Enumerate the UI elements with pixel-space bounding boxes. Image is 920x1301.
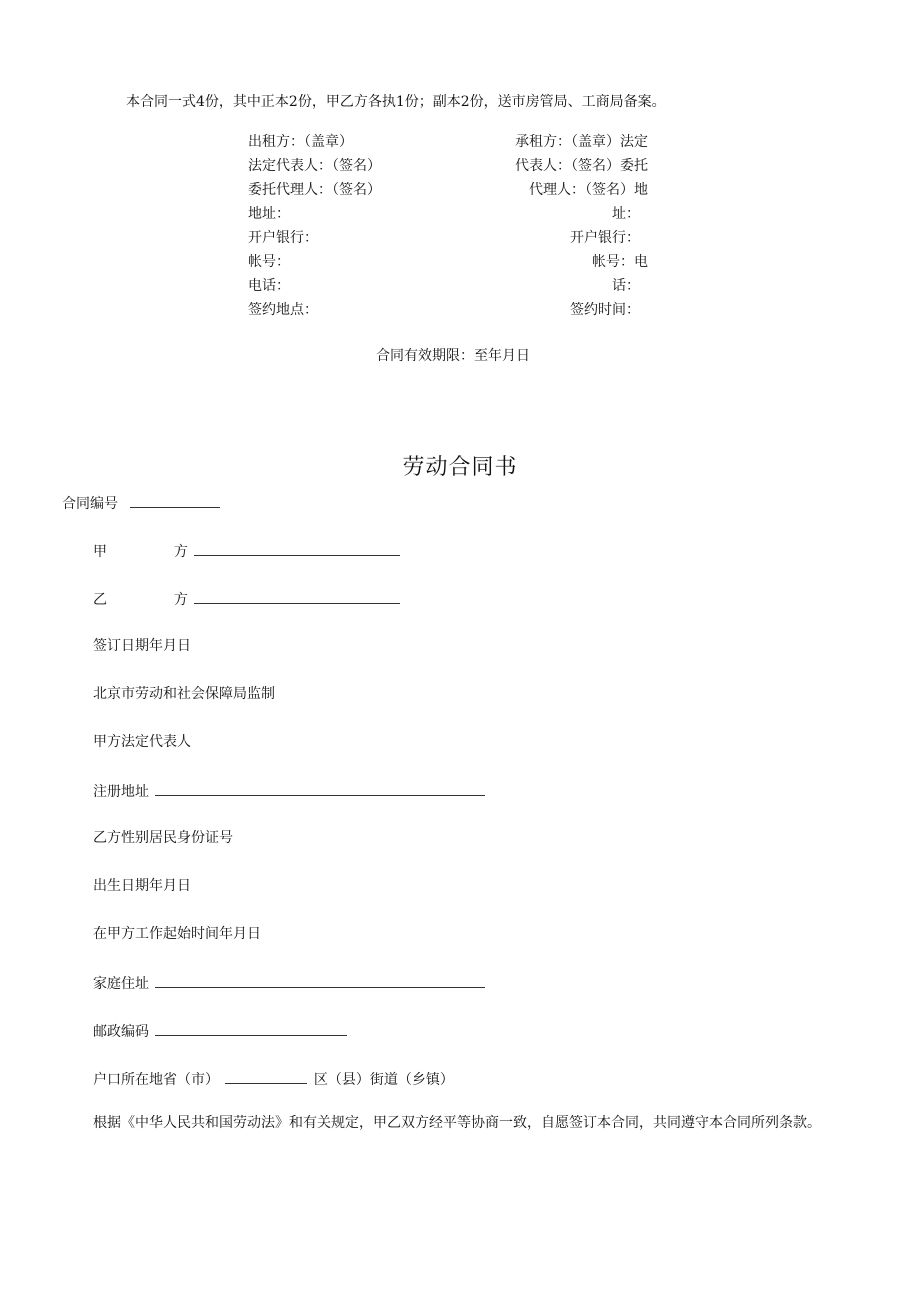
lessor-line: 委托代理人：（签名） (248, 182, 381, 198)
page-title: 劳动合同书 (402, 455, 518, 480)
lessor-line: 签约地点： (248, 302, 318, 318)
lessee-line: 话： (612, 278, 640, 294)
party-b-field[interactable] (194, 589, 400, 604)
contract-number-field[interactable] (130, 493, 220, 508)
postal-code-label: 邮政编码 (93, 1024, 149, 1040)
party-a-char: 甲 (93, 544, 107, 560)
party-a-row (93, 541, 400, 561)
party-b-char: 乙 (93, 592, 107, 608)
registered-address-row (93, 781, 485, 801)
validity-period: 合同有效期限：至年月日 (376, 348, 530, 364)
party-a-field[interactable] (194, 541, 400, 556)
lessee-line: 代理人：（签名）地 (529, 182, 648, 198)
contract-number-label: 合同编号 (62, 496, 118, 512)
party-b-id: 乙方性别居民身份证号 (93, 830, 233, 846)
lessor-line: 法定代表人：（签名） (248, 158, 381, 174)
party-a-char: 方 (173, 544, 188, 560)
lessor-line: 开户银行： (248, 230, 318, 246)
lessor-line: 帐号： (248, 254, 290, 270)
hukou-suffix: 区（县）街道（乡镇） (313, 1072, 454, 1088)
party-b-char: 方 (173, 592, 188, 608)
lessee-line: 承租方：（盖章）法定 (515, 134, 648, 150)
preamble-paragraph: 根据《中华人民共和国劳动法》和有关规定，甲乙双方经平等协商一致，自愿签订本合同，共同遵守本合同所列条款。 (93, 1115, 821, 1131)
lessee-line: 帐号：电 (592, 254, 648, 270)
birth-date: 出生日期年月日 (93, 878, 191, 894)
lessee-line: 开户银行： (570, 230, 640, 246)
registered-address-label: 注册地址 (93, 784, 149, 800)
lessor-line: 地址： (248, 206, 290, 222)
lessor-line: 电话： (248, 278, 290, 294)
party-a-representative: 甲方法定代表人 (93, 734, 191, 750)
copies-note: 本合同一式4份，其中正本2份，甲乙方各执1份；副本2份，送市房管局、工商局备案。 (126, 94, 666, 110)
hukou-row (93, 1069, 454, 1089)
postal-code-row (93, 1021, 347, 1041)
party-b-row (93, 589, 400, 609)
home-address-label: 家庭住址 (93, 976, 149, 992)
signing-date: 签订日期年月日 (93, 638, 191, 654)
lessee-line: 址： (612, 206, 640, 222)
postal-code-field[interactable] (155, 1021, 347, 1036)
lessee-line: 代表人：（签名）委托 (515, 158, 648, 174)
lessor-line: 出租方：（盖章） (248, 134, 353, 150)
registered-address-field[interactable] (155, 781, 485, 796)
hukou-city-field[interactable] (225, 1069, 307, 1084)
hukou-prefix: 户口所在地省（市） (93, 1072, 219, 1088)
contract-number-row (62, 493, 220, 513)
lessee-line: 签约时间： (570, 302, 640, 318)
supervisor-note: 北京市劳动和社会保障局监制 (93, 686, 275, 702)
home-address-field[interactable] (155, 973, 485, 988)
home-address-row (93, 973, 485, 993)
start-date: 在甲方工作起始时间年月日 (93, 926, 261, 942)
